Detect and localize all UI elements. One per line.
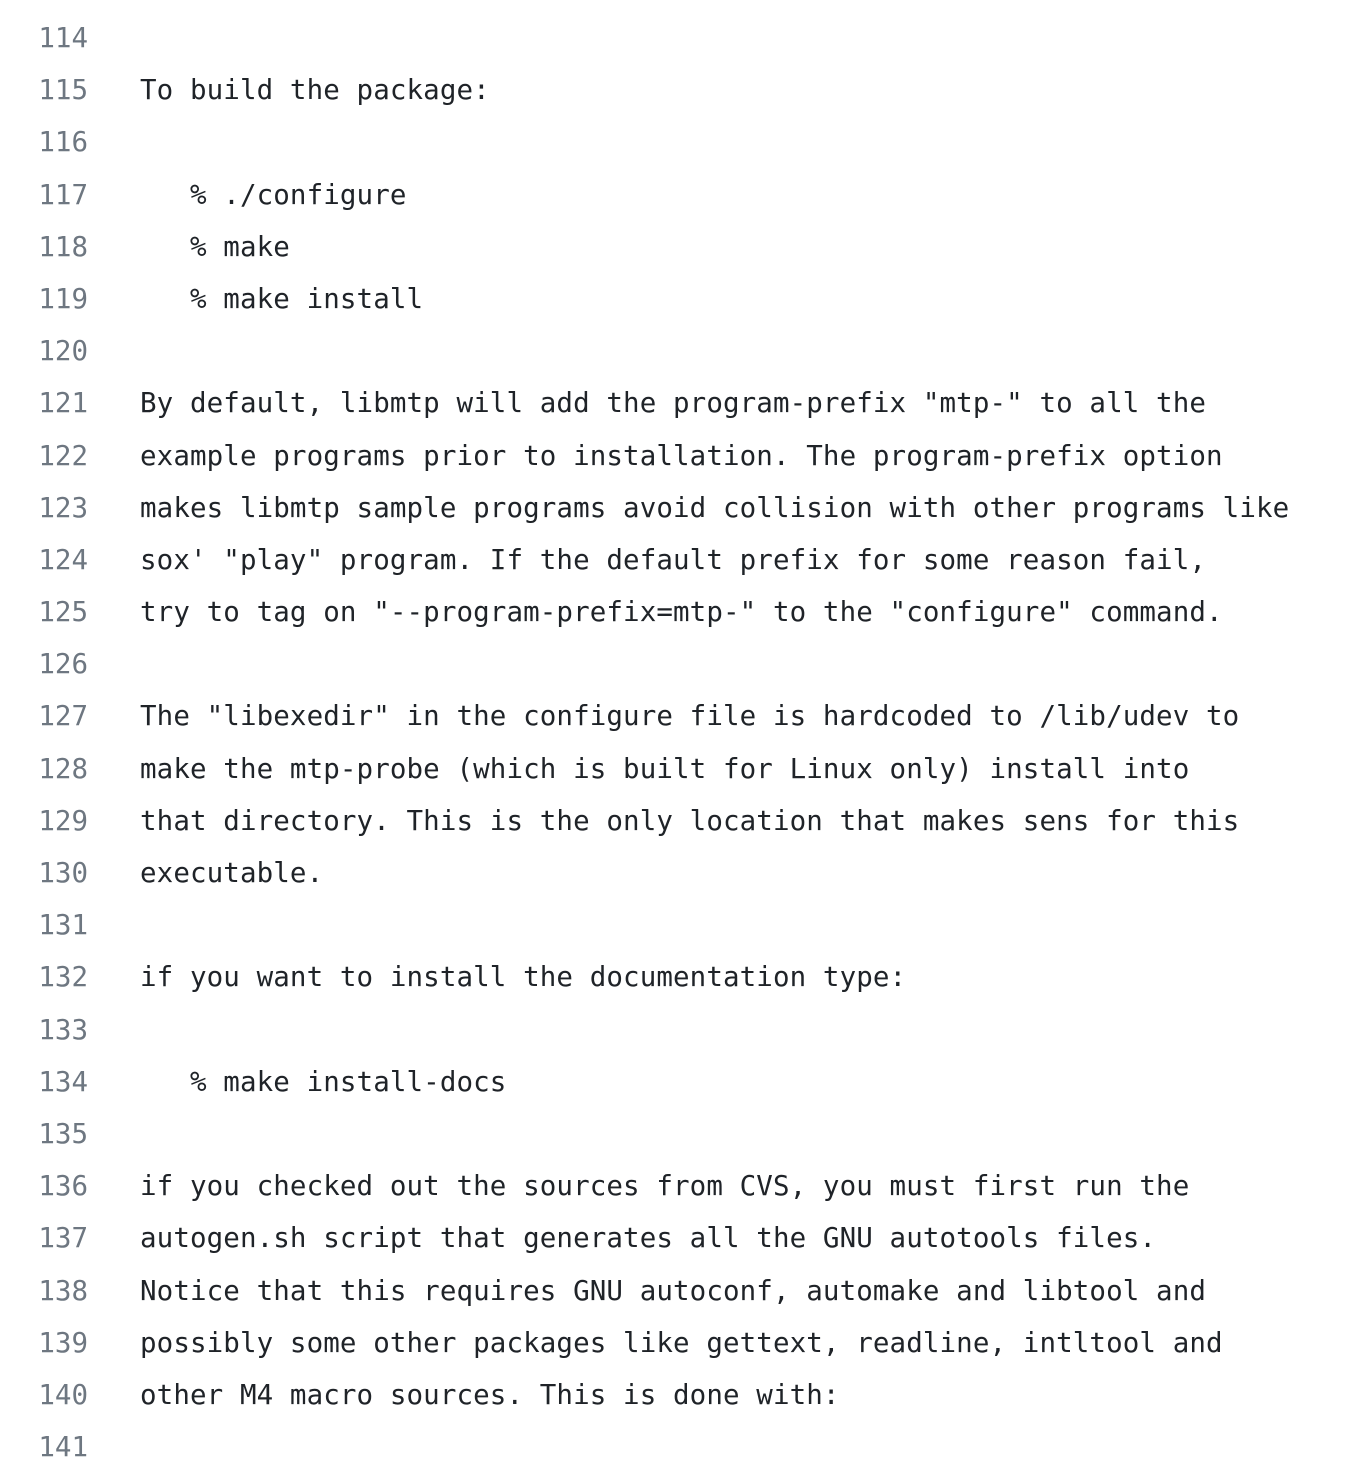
- code-line: [0, 899, 1350, 951]
- line-text: To build the package:: [140, 74, 490, 107]
- code-line: [0, 743, 1350, 795]
- line-number[interactable]: 118: [38, 230, 88, 263]
- line-number[interactable]: 127: [38, 700, 88, 733]
- line-number[interactable]: 129: [38, 804, 88, 837]
- code-line: [0, 1317, 1350, 1369]
- line-text: Notice that this requires GNU autoconf, automake and libtool and: [140, 1274, 1207, 1307]
- line-text: if you want to install the documentation type:: [140, 961, 907, 994]
- line-number[interactable]: 126: [38, 648, 88, 681]
- code-line: [0, 1265, 1350, 1317]
- line-number[interactable]: 125: [38, 596, 88, 629]
- line-text: [88, 1004, 140, 1056]
- line-text: By default, libmtp will add the program-prefix "mtp-" to all the: [140, 387, 1207, 420]
- code-line: [0, 169, 1350, 221]
- code-line: [0, 1212, 1350, 1264]
- line-number[interactable]: 115: [38, 74, 88, 107]
- line-text: make the mtp-probe (which is built for Linux only) install into: [140, 752, 1190, 785]
- code-line: [0, 1004, 1350, 1056]
- line-number[interactable]: 134: [38, 1065, 88, 1098]
- line-text: % make: [140, 230, 290, 263]
- line-number[interactable]: 130: [38, 857, 88, 889]
- line-number[interactable]: 119: [38, 282, 88, 315]
- line-text: [88, 325, 140, 377]
- line-number[interactable]: 117: [38, 178, 88, 211]
- code-line: [0, 638, 1350, 690]
- code-line: [0, 482, 1350, 534]
- code-line: [0, 430, 1350, 482]
- code-line: [0, 116, 1350, 168]
- line-text: if you checked out the sources from CVS, you must first run the: [140, 1170, 1190, 1203]
- line-number[interactable]: 132: [38, 961, 88, 994]
- line-text: try to tag on "--program-prefix=mtp-" to the "configure" command.: [140, 596, 1223, 629]
- line-text: that directory. This is the only location that makes sens for this: [140, 804, 1240, 837]
- code-viewer: [0, 12, 1350, 1473]
- line-number[interactable]: 120: [38, 335, 88, 368]
- line-text: sox' "play" program. If the default prefix for some reason fail,: [140, 543, 1207, 576]
- code-line: [0, 273, 1350, 325]
- code-line: [0, 847, 1350, 899]
- line-text: % make install-docs: [140, 1065, 507, 1098]
- line-text: [88, 116, 140, 168]
- code-line: [0, 951, 1350, 1003]
- line-number[interactable]: 123: [38, 491, 88, 524]
- line-number[interactable]: 116: [38, 126, 88, 159]
- code-line: [0, 12, 1350, 64]
- line-text: [88, 899, 140, 951]
- code-line: [0, 1108, 1350, 1160]
- line-number[interactable]: 138: [38, 1274, 88, 1307]
- line-number[interactable]: 128: [38, 752, 88, 785]
- line-number[interactable]: 124: [38, 543, 88, 576]
- code-line: [0, 586, 1350, 638]
- line-number[interactable]: 141: [38, 1431, 88, 1464]
- line-text: [88, 1108, 140, 1160]
- line-text: [88, 12, 140, 64]
- line-text: % ./configure: [140, 178, 407, 211]
- code-line: [0, 377, 1350, 429]
- line-text: example programs prior to installation. The program-prefix option: [140, 439, 1223, 472]
- line-text: makes libmtp sample programs avoid collision with other programs like: [140, 491, 1290, 524]
- code-line: [0, 690, 1350, 742]
- code-line: [0, 1421, 1350, 1473]
- code-line: [0, 64, 1350, 116]
- code-line: [0, 1056, 1350, 1108]
- code-line: [0, 534, 1350, 586]
- line-text: The "libexedir" in the configure file is hardcoded to /lib/udev to: [140, 700, 1240, 733]
- line-text: autogen.sh script that generates all the GNU autotools files.: [140, 1222, 1157, 1255]
- line-text: [88, 1421, 140, 1473]
- line-number[interactable]: 140: [38, 1378, 88, 1411]
- line-number[interactable]: 122: [38, 439, 88, 472]
- line-number[interactable]: 114: [38, 22, 88, 54]
- line-text: [88, 638, 140, 690]
- line-number[interactable]: 135: [38, 1117, 88, 1150]
- line-number[interactable]: 137: [38, 1222, 88, 1255]
- code-line: [0, 221, 1350, 273]
- code-line: [0, 1160, 1350, 1212]
- code-line: [0, 795, 1350, 847]
- line-text: other M4 macro sources. This is done with:: [140, 1378, 840, 1411]
- code-line: [0, 1369, 1350, 1421]
- line-text: % make install: [140, 282, 424, 315]
- line-number[interactable]: 136: [38, 1170, 88, 1203]
- line-number[interactable]: 121: [38, 387, 88, 420]
- line-number[interactable]: 133: [38, 1013, 88, 1046]
- line-text: executable.: [140, 857, 324, 889]
- line-number[interactable]: 139: [38, 1326, 88, 1359]
- code-line: [0, 325, 1350, 377]
- line-number[interactable]: 131: [38, 909, 88, 942]
- line-text: possibly some other packages like gettext, readline, intltool and: [140, 1326, 1223, 1359]
